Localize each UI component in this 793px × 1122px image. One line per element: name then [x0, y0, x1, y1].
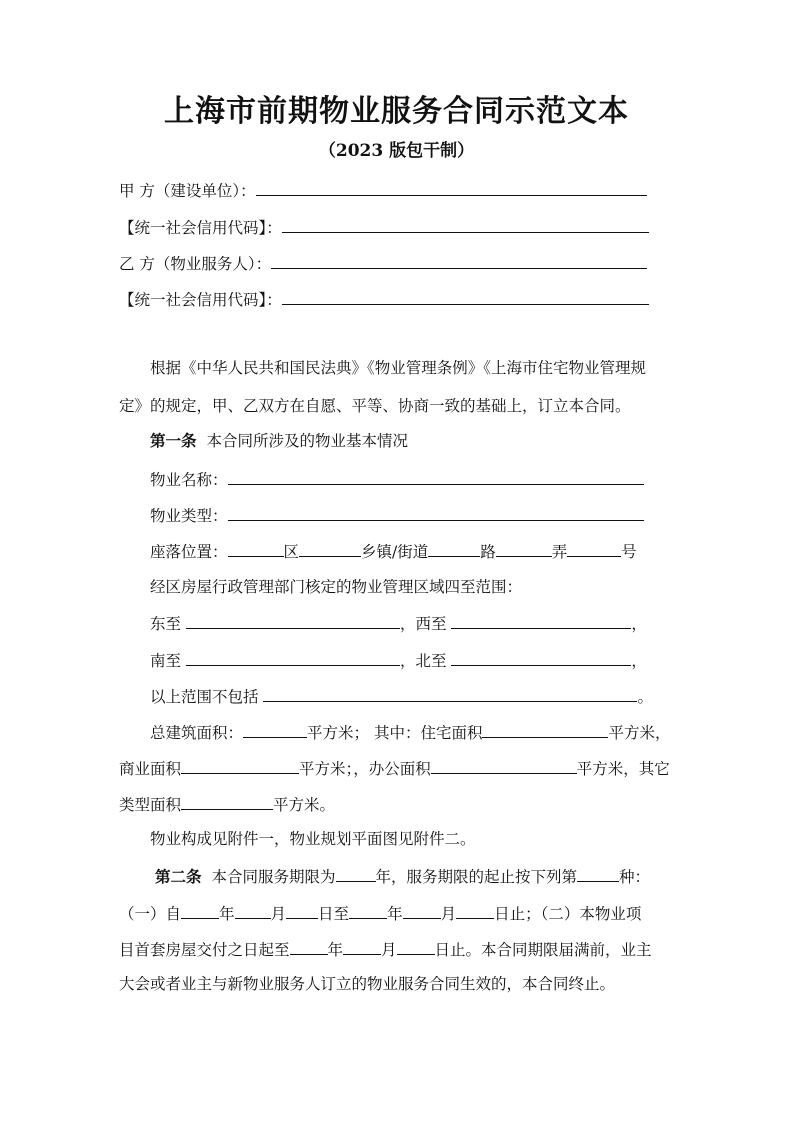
party-a-label: 甲 方（建设单位）： [119, 182, 256, 200]
south-label: 南至 [150, 652, 182, 670]
east-blank[interactable] [186, 612, 400, 629]
option-1-label: （一）自 [119, 905, 182, 923]
office-area-unit: 平方米，其它 [576, 760, 670, 778]
other-area-unit: 平方米。 [273, 796, 336, 814]
office-area-blank[interactable] [431, 757, 577, 774]
option-text: 种： [619, 868, 651, 886]
residential-area-label: 其中：住宅面积 [373, 724, 483, 742]
number-blank[interactable] [567, 540, 621, 557]
option-2-year-label: 年 [327, 941, 344, 959]
article-2-line-2 [119, 902, 641, 924]
south-blank[interactable] [186, 649, 400, 666]
document-title: 上海市前期物业服务合同示范文本 [164, 94, 629, 129]
start-month-blank[interactable] [235, 902, 271, 919]
south-north-line [150, 649, 647, 671]
exclusion-label: 以上范围不包括 [150, 688, 259, 706]
start-year-blank[interactable] [181, 902, 219, 919]
end-year-blank[interactable] [349, 902, 387, 919]
credit-code-b-line [119, 288, 649, 310]
term-years-blank[interactable] [336, 865, 376, 882]
residential-area-blank[interactable] [482, 721, 608, 738]
east-west-line [150, 612, 647, 634]
west-label: ，西至 [399, 615, 447, 633]
road-label: 路 [480, 543, 496, 561]
property-type-line [150, 504, 644, 526]
district-blank[interactable] [228, 540, 284, 557]
number-label: 号 [621, 543, 637, 561]
property-type-label: 物业类型： [150, 507, 228, 525]
west-blank[interactable] [451, 612, 631, 629]
start-year-label: 年 [219, 905, 235, 923]
area-line-2 [119, 757, 670, 779]
end-month-blank[interactable] [403, 902, 441, 919]
end-year-label: 年 [387, 905, 403, 923]
article-2-line-4: 大会或者业主与新物业服务人订立的物业服务合同生效的，本合同终止。 [119, 975, 616, 993]
lane-label: 弄 [551, 543, 568, 561]
road-blank[interactable] [428, 540, 480, 557]
location-label: 座落位置： [150, 543, 228, 561]
credit-code-a-label: 【统一社会信用代码】： [119, 219, 282, 237]
exclusion-period: 。 [637, 688, 653, 706]
term-label: 本合同服务期限为 [211, 868, 336, 886]
other-area-blank[interactable] [181, 793, 273, 810]
residential-area-unit: 平方米， [608, 724, 671, 742]
town-blank[interactable] [299, 540, 361, 557]
property-name-line [150, 468, 644, 490]
option-number-blank[interactable] [577, 865, 619, 882]
lane-blank[interactable] [496, 540, 552, 557]
article-1-number: 第一条 [150, 431, 197, 450]
north-blank[interactable] [451, 649, 631, 666]
preamble-line-2: 定》的规定，甲、乙双方在自愿、平等、协商一致的基础上，订立本合同。 [119, 397, 631, 415]
office-area-label: ，办公面积 [353, 760, 431, 778]
area-line-3 [119, 793, 335, 815]
south-north-comma: ， [631, 652, 647, 670]
start-day-blank[interactable] [286, 902, 318, 919]
party-a-blank[interactable] [256, 179, 647, 196]
article-2-line-1 [155, 865, 650, 887]
option-2-month-blank[interactable] [343, 938, 381, 955]
commercial-area-blank[interactable] [181, 757, 299, 774]
east-west-comma: ， [631, 615, 647, 633]
end-day-label: 日止；（二）本物业项 [494, 905, 642, 923]
option-2-day-blank[interactable] [397, 938, 435, 955]
total-area-blank[interactable] [243, 721, 307, 738]
end-month-label: 月 [440, 905, 457, 923]
preamble-line-1: 根据《中华人民共和国民法典》《物业管理条例》《上海市住宅物业管理规 [150, 359, 647, 377]
appendix-note: 物业构成见附件一，物业规划平面图见附件二。 [150, 830, 476, 848]
start-month-label: 月 [270, 905, 287, 923]
town-label: 乡镇/街道 [361, 543, 429, 561]
exclusion-line [150, 685, 653, 707]
article-2-number: 第二条 [155, 867, 202, 886]
option-2-end-text: 日止。本合同期限届满前，业主 [434, 941, 652, 959]
start-day-label: 日至 [318, 905, 350, 923]
location-line [150, 540, 637, 562]
end-day-blank[interactable] [456, 902, 494, 919]
east-label: 东至 [150, 615, 182, 633]
option-2-year-blank[interactable] [290, 938, 328, 955]
total-area-label: 总建筑面积： [150, 724, 244, 742]
total-area-unit: 平方米； [307, 724, 370, 742]
district-label: 区 [283, 543, 300, 561]
credit-code-b-label: 【统一社会信用代码】： [119, 291, 282, 309]
document-subtitle: （2023 版包干制） [318, 141, 475, 161]
commercial-area-unit: 平方米； [299, 760, 354, 778]
credit-code-a-blank[interactable] [282, 216, 649, 233]
north-label: ，北至 [399, 652, 447, 670]
other-area-label: 类型面积 [119, 796, 182, 814]
term-years-text: 年，服务期限的起止按下列第 [375, 868, 578, 886]
party-b-blank[interactable] [271, 252, 647, 269]
boundary-intro: 经区房屋行政管理部门核定的物业管理区域四至范围： [150, 578, 523, 596]
credit-code-b-blank[interactable] [282, 288, 649, 305]
option-2-label: 目首套房屋交付之日起至 [119, 941, 290, 959]
property-name-blank[interactable] [228, 468, 644, 485]
area-line-1 [150, 721, 671, 743]
commercial-area-label: 商业面积 [119, 760, 182, 778]
party-b-line [119, 252, 647, 274]
party-a-line [119, 179, 647, 201]
option-2-month-label: 月 [381, 941, 397, 959]
article-1-title: 本合同所涉及的物业基本情况 [206, 432, 409, 450]
article-2-line-3 [119, 938, 652, 960]
exclusion-blank[interactable] [263, 685, 637, 702]
article-1-heading [150, 431, 408, 451]
property-name-label: 物业名称： [150, 471, 228, 489]
property-type-blank[interactable] [228, 504, 644, 521]
credit-code-a-line [119, 216, 649, 238]
party-b-label: 乙 方（物业服务人）： [119, 255, 272, 273]
